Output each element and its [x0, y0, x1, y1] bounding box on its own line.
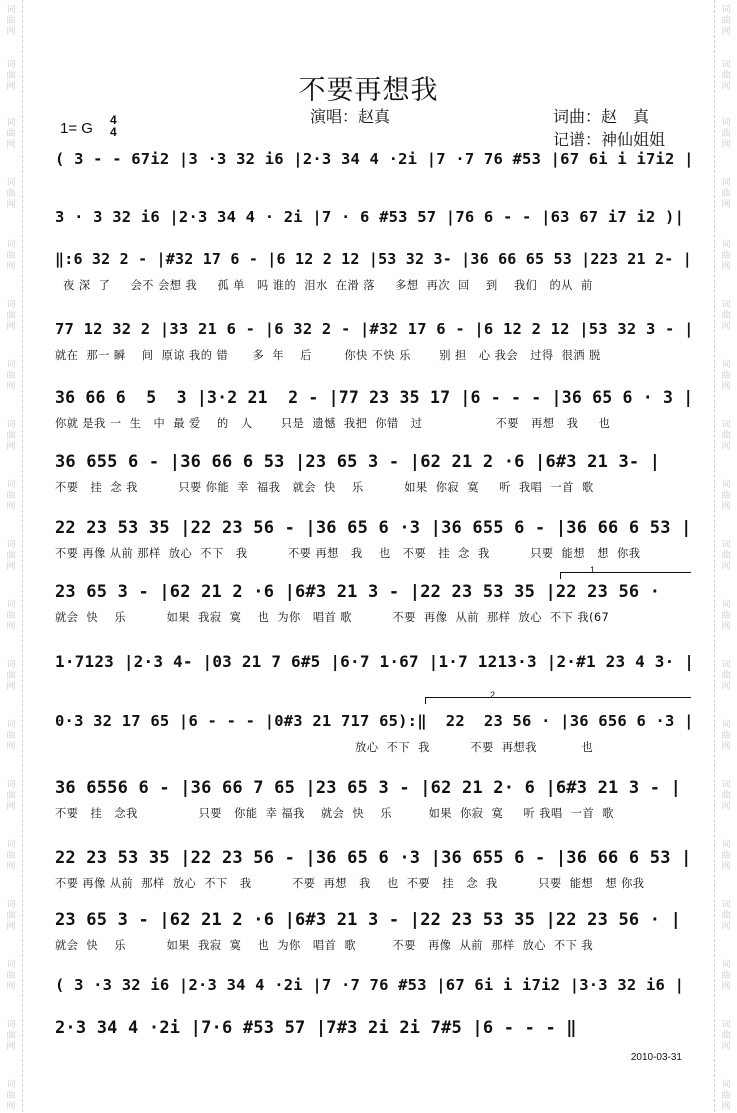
notation-row: 36 655 6 - |36 66 6 53 |23 65 3 - |62 21 2 ·6 |6#3 21 3- |: [55, 452, 661, 472]
watermark-text: 词 曲 网: [721, 300, 731, 332]
date-stamp: 2010-03-31: [630, 1052, 682, 1063]
watermark-text: 词 曲 网: [6, 720, 16, 752]
notation-row: 23 65 3 - |62 21 2 ·6 |6#3 21 3 - |22 23 53 35 |22 23 56 ·: [55, 582, 671, 602]
notation-row: 3 · 3 32 i6 |2·3 34 4 · 2i |7 · 6 #53 57 |76 6 - - |63 67 i7 i2 )|: [55, 208, 685, 226]
first-ending-number: 1: [590, 565, 596, 575]
lyrics-row: 不要 再像 从前 那样 放心 不下 我 不要 再想 我 也 不要 挂 念 我 只要 能想 想 你我: [55, 547, 641, 560]
notation-row: 0·3 32 17 65 |6 - - - |0#3 21 717 65):‖ 22 23 56 · |36 656 6 ·3 |: [55, 712, 694, 730]
time-signature: [110, 114, 117, 138]
score-line: [55, 388, 695, 430]
score-line: [55, 452, 695, 494]
score-line: [55, 320, 695, 362]
score-line: [55, 582, 695, 624]
score-line: [55, 150, 695, 186]
watermark-text: 词 曲 网: [6, 660, 16, 692]
watermark-text: 词 曲 网: [6, 420, 16, 452]
watermark-text: 词 曲 网: [721, 480, 731, 512]
watermark-text: 词 曲 网: [721, 840, 731, 872]
watermark-text: 词 曲 网: [6, 900, 16, 932]
lyrics-row: 夜 深 了 会不 会想 我 孤 单 吗 谁的 泪水 在滑 落 多想 再次 回 到 我们 的从 前: [55, 279, 593, 292]
watermark-text: 词 曲 网: [6, 960, 16, 992]
watermark-text: 词 曲 网: [6, 1080, 16, 1112]
watermark-text: 词 曲 网: [6, 780, 16, 812]
watermark-text: 词 曲 网: [721, 600, 731, 632]
right-watermark-strip: [714, 0, 737, 1112]
score-line: [55, 518, 695, 560]
watermark-text: 词 曲 网: [721, 780, 731, 812]
lyrics-row: 就在 那一 瞬 间 原谅 我的 错 多 年 后 你快 不快 乐 别 担 心 我会 过得 很洒 脱: [55, 349, 601, 362]
score-line: [55, 208, 695, 244]
score-line: [55, 652, 695, 688]
watermark-text: 词 曲 网: [721, 540, 731, 572]
watermark-text: 词 曲 网: [6, 480, 16, 512]
singer-credit: 演唱：赵真: [310, 107, 391, 126]
notation-row: 1·7123 |2·3 4- |03 21 7 6#5 |6·7 1·67 |1·7 1213·3 |2·#1 23 4 3· |: [55, 652, 695, 671]
watermark-text: 词 曲 网: [721, 5, 731, 37]
notation-row: 36 66 6 5 3 |3·2 21 2 - |77 23 35 17 |6 - - - |36 65 6 · 3 |: [55, 388, 694, 407]
watermark-text: 词 曲 网: [6, 118, 16, 150]
watermark-text: 词 曲 网: [721, 1080, 731, 1112]
lyrics-row: 放心 不下 我 不要 再想我 也: [55, 741, 594, 754]
watermark-text: 词 曲 网: [6, 60, 16, 92]
notation-row: 23 65 3 - |62 21 2 ·6 |6#3 21 3 - |22 23 53 35 |22 23 56 · |: [55, 910, 682, 930]
watermark-text: 词 曲 网: [721, 178, 731, 210]
score-line: [55, 250, 695, 292]
lyrics-row: 不要 再像 从前 那样 放心 不下 我 不要 再想 我 也 不要 挂 念 我 只要 能想 想 你我: [55, 877, 645, 890]
notation-row: 36 6556 6 - |36 66 7 65 |23 65 3 - |62 21 2· 6 |6#3 21 3 - |: [55, 778, 682, 798]
score-line: [55, 712, 695, 754]
time-signature-bottom: 4: [110, 125, 117, 139]
song-title: 不要再想我: [298, 75, 439, 106]
watermark-text: 词 曲 网: [6, 540, 16, 572]
watermark-text: 词 曲 网: [721, 240, 731, 272]
left-watermark-strip: [0, 0, 23, 1112]
watermark-text: 词 曲 网: [721, 900, 731, 932]
lyrics-row: 不要 挂 念我 只要 你能 幸 福我 就会 快 乐 如果 你寂 寞 听 我唱 一首 歌: [55, 807, 614, 820]
notation-row: 22 23 53 35 |22 23 56 - |36 65 6 ·3 |36 655 6 - |36 66 6 53 |: [55, 518, 692, 538]
watermark-text: 词 曲 网: [6, 240, 16, 272]
notation-row: 77 12 32 2 |33 21 6 - |6 32 2 - |#32 17 6 - |6 12 2 12 |53 32 3 - |: [55, 320, 694, 338]
lyrics-row: 你就 是我 一 生 中 最 爱 的 人 只是 遗憾 我把 你错 过 不要 再想 我 也: [55, 417, 611, 430]
watermark-text: 词 曲 网: [721, 1020, 731, 1052]
notation-row: 2·3 34 4 ·2i |7·6 #53 57 |7#3 2i 2i 7#5 |6 - - - ‖: [55, 1018, 577, 1038]
key-signature: 1= G: [60, 120, 93, 137]
score-line: [55, 1018, 695, 1054]
score-line: [55, 976, 695, 1012]
watermark-text: 词 曲 网: [6, 178, 16, 210]
watermark-text: 词 曲 网: [721, 420, 731, 452]
composer-credit: 词曲：赵 真: [553, 107, 650, 126]
watermark-text: 词 曲 网: [721, 118, 731, 150]
watermark-text: 词 曲 网: [721, 720, 731, 752]
watermark-text: 词 曲 网: [6, 5, 16, 37]
score-line: [55, 910, 695, 952]
time-signature-top: 4: [110, 113, 117, 127]
second-ending-number: 2: [490, 690, 496, 700]
watermark-text: 词 曲 网: [6, 300, 16, 332]
watermark-text: 词 曲 网: [721, 960, 731, 992]
lyrics-row: 不要 挂 念 我 只要 你能 幸 福我 就会 快 乐 如果 你寂 寞 听 我唱 一首 歌: [55, 481, 594, 494]
transcriber-credit: 记谱：神仙姐姐: [553, 130, 666, 149]
notation-row: 22 23 53 35 |22 23 56 - |36 65 6 ·3 |36 655 6 - |36 66 6 53 |: [55, 848, 692, 868]
watermark-text: 词 曲 网: [721, 660, 731, 692]
score-line: [55, 848, 695, 890]
watermark-text: 词 曲 网: [6, 840, 16, 872]
second-ending-bracket: [425, 697, 691, 704]
score-line: [55, 778, 695, 820]
lyrics-row: 就会 快 乐 如果 我寂 寞 也 为你 唱首 歌 不要 再像 从前 那样 放心 不下 我: [55, 939, 594, 952]
watermark-text: 词 曲 网: [721, 60, 731, 92]
watermark-text: 词 曲 网: [6, 1020, 16, 1052]
watermark-text: 词 曲 网: [6, 600, 16, 632]
notation-row: ( 3 ·3 32 i6 |2·3 34 4 ·2i |7 ·7 76 #53 |67 6i i i7i2 |3·3 32 i6 |: [55, 976, 685, 994]
watermark-text: 词 曲 网: [6, 360, 16, 392]
notation-row: ( 3 - - 67i2 |3 ·3 32 i6 |2·3 34 4 ·2i |7 ·7 76 #53 |67 6i i i7i2 |: [55, 150, 694, 168]
first-ending-bracket: [560, 572, 691, 579]
watermark-text: 词 曲 网: [721, 360, 731, 392]
lyrics-row: 就会 快 乐 如果 我寂 寞 也 为你 唱首 歌 不要 再像 从前 那样 放心 不下 我(67: [55, 611, 610, 624]
notation-row: ‖:6 32 2 - |#32 17 6 - |6 12 2 12 |53 32 3- |36 66 65 53 |223 21 2- |: [55, 250, 692, 268]
